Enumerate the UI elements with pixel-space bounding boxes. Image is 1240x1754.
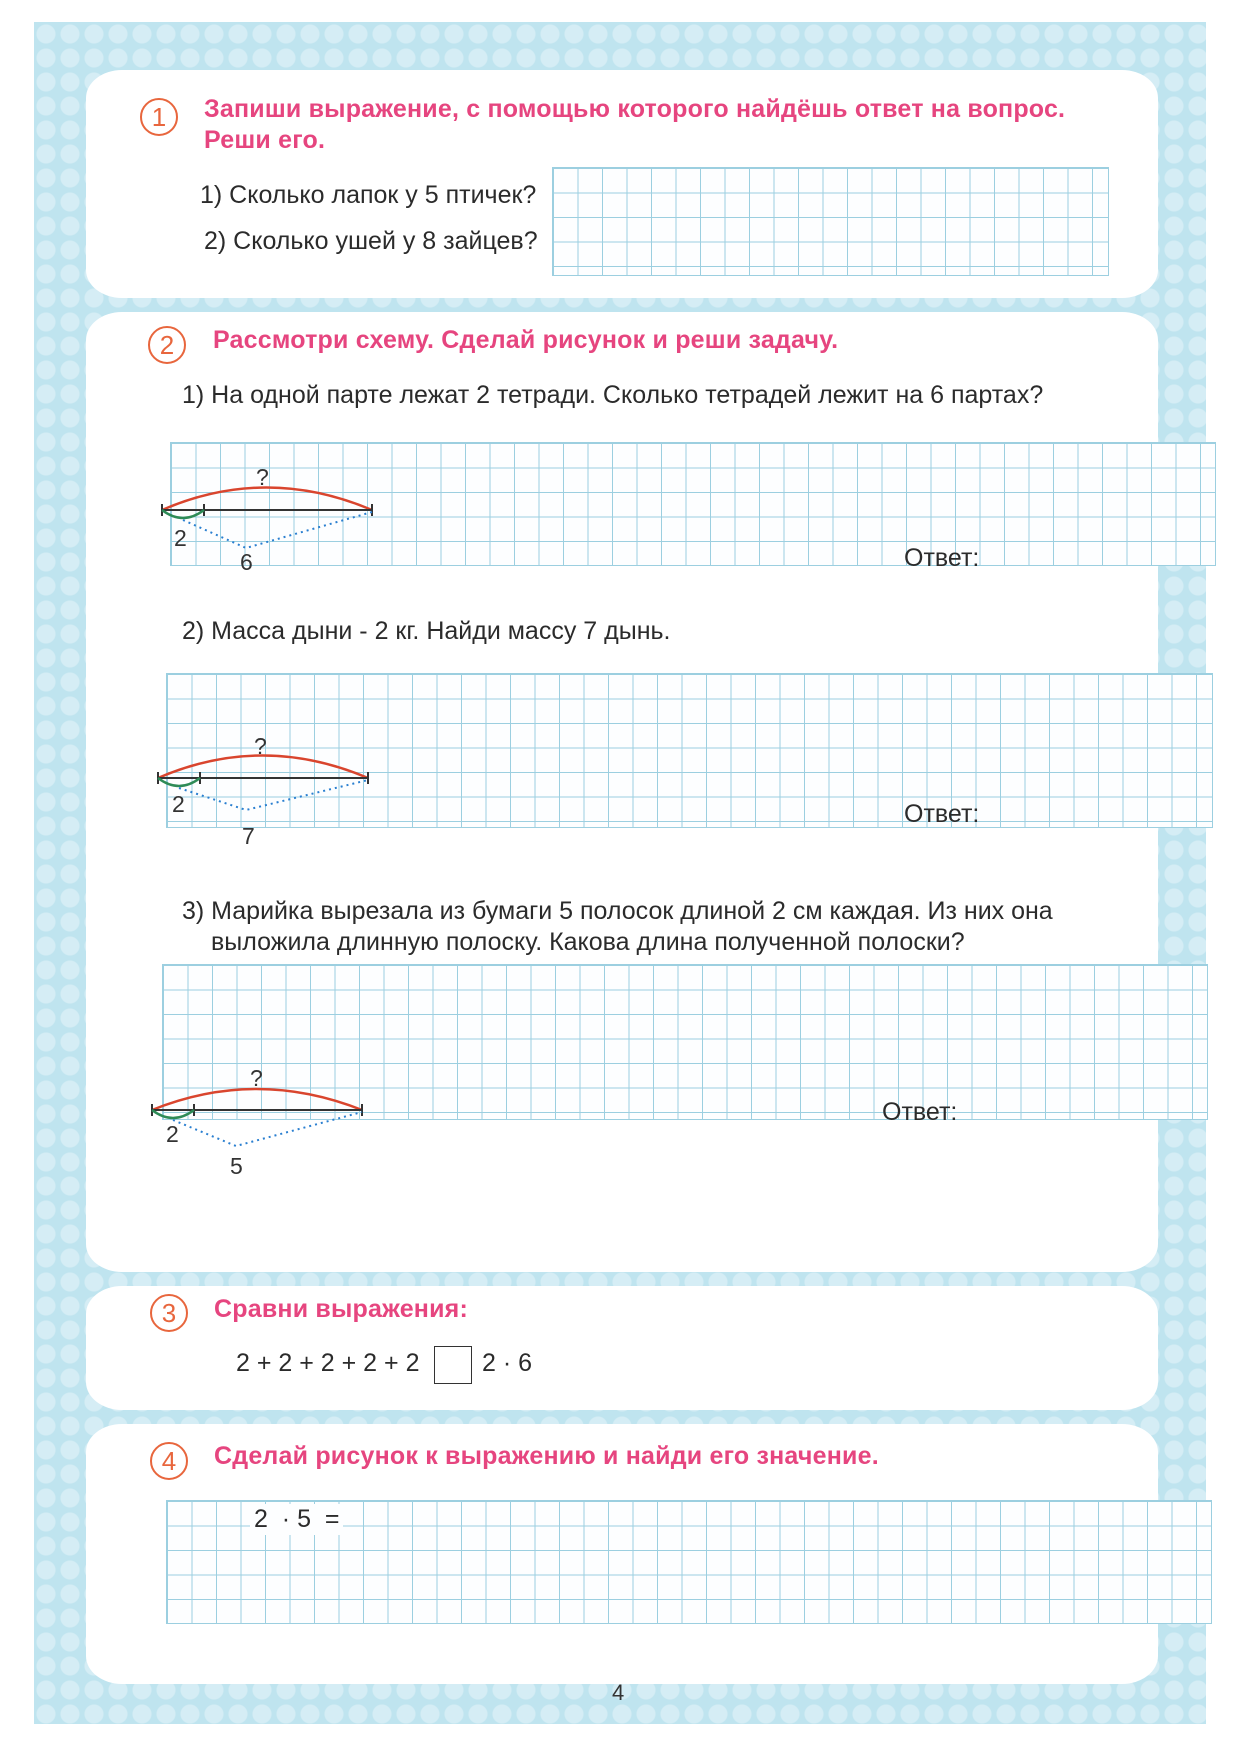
scheme2-part-arc (158, 778, 200, 786)
task2-problem3-scheme (140, 1050, 400, 1180)
scheme3-part-arc (152, 1110, 194, 1118)
scheme1-count-label: 6 (240, 549, 253, 575)
task1-question-1: 1) Сколько лапок у 5 птичек? (200, 181, 537, 209)
task1-title-line1: Запиши выражение, с помощью которого найдёшь ответ на вопрос. (204, 95, 1066, 123)
scheme1-part-label: 2 (174, 525, 187, 551)
task2-problem3-text-line1: 3) Марийка вырезала из бумаги 5 полосок длиной 2 см каждая. Из них она (182, 897, 1053, 925)
task1-card (86, 70, 1158, 298)
page-background (34, 22, 1206, 1724)
task3-card (86, 1286, 1158, 1410)
scheme3-part-label: 2 (166, 1121, 179, 1147)
task2-problem1-scheme (150, 440, 410, 575)
scheme2-count-label: 7 (242, 823, 255, 849)
scheme2-part-label: 2 (172, 791, 185, 817)
task1-question-2: 2) Сколько ушей у 8 зайцев? (204, 227, 538, 255)
scheme3-question: ? (250, 1065, 263, 1091)
task2-problem3-answer-label: Ответ: (882, 1098, 958, 1126)
task2-problem1-answer-label: Ответ: (904, 544, 980, 572)
task2-problem3-text-line2: выложила длинную полоску. Какова длина полученной полоски? (211, 928, 965, 956)
scheme1-question: ? (256, 464, 269, 490)
task3-compare-box[interactable] (434, 1346, 472, 1384)
scheme2-question: ? (254, 733, 267, 759)
task2-problem2-text: 2) Масса дыни - 2 кг. Найди массу 7 дынь. (182, 617, 671, 645)
task4-title: Сделай рисунок к выражению и найди его значение. (214, 1442, 879, 1470)
page-number: 4 (612, 1680, 625, 1705)
task4-card (86, 1424, 1158, 1684)
task3-right-expression: 2 · 6 (482, 1349, 533, 1377)
task3-number: 3 (150, 1294, 188, 1332)
task4-number: 4 (150, 1442, 188, 1480)
scheme3-dotted-lines (173, 1112, 362, 1146)
scheme2-dotted-lines (179, 780, 368, 810)
task2-problem2-scheme (146, 718, 406, 848)
task2-title: Рассмотри схему. Сделай рисунок и реши задачу. (213, 326, 839, 354)
task4-expression: 2 · 5 = (250, 1504, 343, 1535)
scheme1-dotted-lines (183, 512, 372, 548)
task1-title-line2: Реши его. (204, 126, 326, 154)
task2-problem1-text: 1) На одной парте лежат 2 тетради. Сколько тетрадей лежит на 6 партах? (182, 381, 1044, 409)
task2-number: 2 (148, 326, 186, 364)
task1-answer-grid[interactable] (552, 167, 1109, 276)
scheme3-whole-arc (152, 1089, 362, 1110)
task3-title: Сравни выражения: (214, 1295, 468, 1323)
scheme3-count-label: 5 (230, 1153, 243, 1179)
scheme1-whole-arc (162, 488, 372, 511)
task1-number: 1 (140, 98, 178, 136)
task3-left-expression: 2 + 2 + 2 + 2 + 2 (236, 1349, 420, 1377)
scheme1-part-arc (162, 510, 204, 518)
task2-problem2-answer-label: Ответ: (904, 800, 980, 828)
